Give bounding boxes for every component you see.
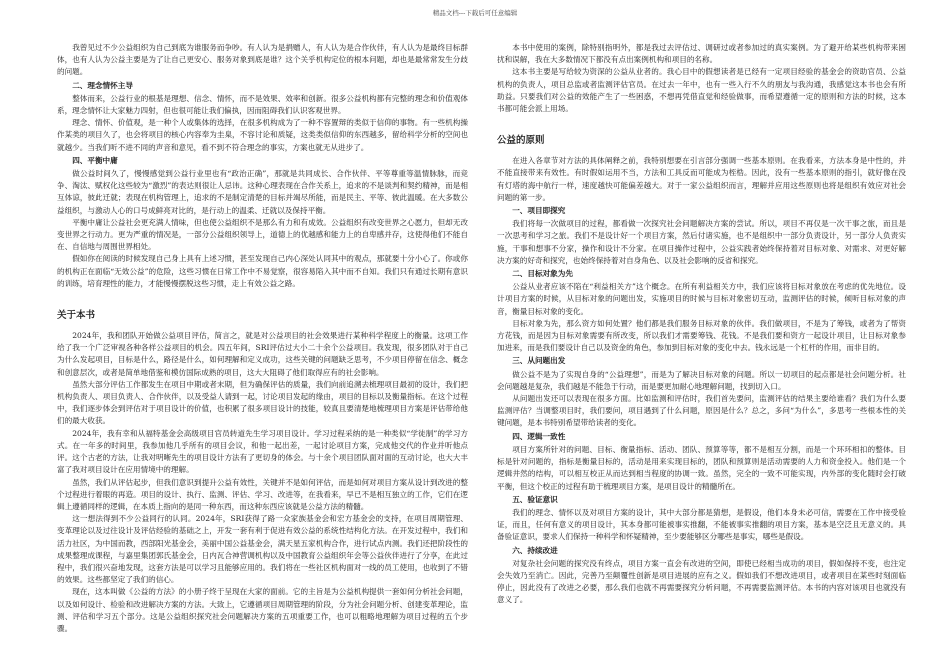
paragraph: 2024年，我和团队开始做公益项目评估，简言之，就是对公益项目的社会效果进行某种科学程度上的衡量。这项工作给了我一个广泛审视各种各样公益项目的机会。四五年间，SRI评估过大小二十余个公益项目。我发现，很多团队对于自己为什么发起项目，目标是什么，路径是什么，如何理解和定义成功，这些关键的问题缺乏思考，不少项目停留在信念、概念和创意层次，或者是简单地借鉴和模仿国际成熟的项目，这大大阻碍了他们取得应有的社会影响。 [57,331,468,377]
paragraph: 本书中使用的案例，除特别指明外，都是我过去评估过、调研过或者参加过的真实案例。为了避开给某些机构带来困扰和误解，我在大多数情况下都没有点出案例机构和项目的名称。 [497,43,906,65]
section-heading: 一、项目即探究 [512,206,566,216]
paragraph: 我们的理念、情怀以及对项目方案的设计，其中大部分都是猜想，是假设，他们本身未必可信，需要在工作中接受验证，而且，任何有意义的项目设计，其本身都可能被事实推翻，不能被事实推翻的项目方案，基本是空泛且无意义的。具备验证意识，要求人们保持一种科学和怀疑精神，至少要能够区分哪些是事实，哪些是假设。 [497,507,906,542]
paragraph: 整体而来，公益行业的根基是理想、信念、情怀，而不是效果、效率和创新。很多公益机构都有完整的理念和价值观体系，理念情怀让大家魅力四射，但也很可能让我们偏执，因而阻碍我们认识客观世界。 [57,93,468,116]
section-heading: 四、逻辑一致性 [512,431,566,441]
paragraph: 平衡中庸让公益社会更充满人情味，但也使公益组织不是那么有力和有成效。公益组织有改变世界之心愿力，但却无改变世界之行动力。更为严重的情况是，一部分公益组织领导上，道德上的优越感和能力上的自卑感并存，这使得他们不能自在、自信地与周围世界相处。 [57,217,468,252]
paragraph: 现在，这本叫做《公益的方法》的小册子终于呈现在大家的面前。它的主旨是为公益机构提供一套如何分析社会问题，以及如何设计、检验和改进解决方案的方法。大致上，它遵循项目周期管理的阶段，分为社会问题分析、创建变革理论，监测、评估和学习五个部分。这是公益组织探究社会问题解决方案的五项重要工作，也可以粗略地理解为项目过程的五个步骤。 [57,587,468,633]
section-heading: 二、目标对象为先 [512,269,573,279]
paragraph: 2024年，我有幸和从福特基金会高级项目官员转道先生学习项目设计。学习过程采纳的是一种类似“学徒制”的学习方式。在一年多的时间里，我参加他几乎所有的项目会议，和他一起出差，一起讨论项目方案，完成他交代的作业并听他点评。这个古老的方法，让我对明晰先生的项目设计方法有了更切身的体会。与十余个项目团队面对面的互动讨论，也大大丰富了我对项目设计在应用情境中的理解。 [57,428,468,475]
paragraph: 在进入各章节对方法的具体阐释之前，我特别想要在引言部分强调一些基本原则。在我看来，方法本身是中性的，并不能直接带来有效性。有时假如运用不当，方法和工具反而可能成为桎梏。因此，没有一些基本原则的指引，就好像在没有灯塔的海中航行一样，速度越快可能偏差越大。对于一家公益组织而言，理解并应用这些原则也将是组织有效应对社会问题的第一步。 [497,156,906,202]
chapter-heading: 关于本书 [57,310,96,322]
paragraph: 我们将每一次做项目的过程，都看做一次探究社会问题解决方案的尝试。所以，项目不再仅是一次干事之旅，而且是一次思考和学习之旅。我们不是设计好一个项目方案，然后付诸实施，也不是组织中一部分负责设计，另一部分人负责实施，干事和想事不分家，操作和设计不分家。在项目操作过程中，公益实践者始终保持着对目标对象、对需求、对更好解决方案的好奇和探究，也始终保持着对自身角色、以及社会影响的反省和探究。 [497,219,906,265]
paragraph: 公益从业者应该不陷在“利益相关方”这个概念。在所有利益相关方中，我们应该将目标对象放在考虑的优先地位。设计项目方案的时候，从目标对象的问题出发，实施项目的时候与目标对象密切互动，监测评估的时候，倾听目标对象的声音，衡量目标对象的变化。 [497,282,906,316]
paragraph: 目标对象为先，那么资方如何处置？他们都是我们服务目标对象的伙伴。我们做项目，不是为了筹钱，或者为了帮资方花钱，而是因为目标对象需要有所改变，所以我们才需要筹钱、花钱。不是我们要和资方一起设计项目，让目标对象参加进来，而是我们要设计自己以及资金的角色，参加到目标对象的变化中去。钱永远是一个杠杆的作用，而非目的。 [497,318,906,353]
paragraph: 虽然，我们从评估起步，但我们意识到提升公益有效性，关键并不是如何评估，而是如何对项目方案从设计到改进的整个过程进行着眼的再造。项目的设计、执行、监测、评估、学习、改进等，在我看来，早已不是相互独立的工作，它们在逻辑上遵循同样的逻辑，在本质上指向的是同一种东西，而这种东西应该就是公益方法的精髓。 [57,477,468,511]
paragraph: 这本书主要是写给较为资深的公益从业者的。我心目中的假想读者是已经有一定项目经验的基金会的资助官员、公益机构的负责人，项目总监或者监测评估官员。在过去一年中，也有一些入行不久的朋友与我沟通，我感觉这本书也会有所助益。只要我们对公益的效能产生了一些困惑，不想再凭借直觉和经验做事，而希望遵循一定的原则和方法的时候，这本书都可能会派上用场。 [497,67,906,114]
section-heading: 六、持续改进 [512,545,558,555]
right-column [497,42,906,668]
section-heading: 五、验证意识 [512,494,558,504]
section-heading: 四、平衡中庸 [72,155,118,165]
paragraph: 从问题出发还可以表现在很多方面。比如监测和评估时，我们首先要问，监测评估的结果主要给谁看？我们为什么要监测评估？当调整项目时，我们要问，项目遇到了什么问题，原因是什么？总之，多问“为什么”，多思考一些根本性的关键问题，是本书特别希望带给读者的变化。 [497,394,906,428]
paragraph: 我曾见过不少公益组织为自己到底为谁服务而争吵。有人认为是捐赠人，有人认为是合作伙伴，有人认为是最终目标群体，也有人认为公益主要是为了让自己更安心、服务对象到底是谁？这个关乎机构定位的根本问题，却也是最常常发生分歧的问题。 [57,43,468,77]
page-header: 精品文档---下载后可任意编辑 [432,9,518,17]
paragraph: 做公益时间久了，慢慢感觉到公益行业里也有“政治正确”，那就是共同成长、合作伙伴、平等尊重等温情脉脉，而竞争、淘汰、赋权化这些较为“激烈”的表达则很让人忌讳。这种心理表现在合作关系上，追求的不是谈判和契约精神，而是相互体谅，彼此迁就；表现在机构管理上，追求的不是制定清楚的目标并竭尽所能，而是民主、平等、彼此温暖。在大多数公益组织，与激动人心的口号成鲜亮对比的，是行动上的温柔、迁就以及保持平衡。 [57,169,468,215]
section-heading: 二、理念情怀主导 [72,80,133,90]
section-heading: 三、从问题出发 [512,356,566,366]
paragraph: 假如你在阅读的时候发现自己身上具有上述习惯，甚至发现自己内心深处认同其中的观点，那就要十分小心了。你或你的机构正在面临“无效公益”的危险，这些习惯在日常工作中不易觉察，很容易陷入其中而不自知。我们只有通过长期有意识的训练，培育理性的能力，才能慢慢摆脱这些习惯，走上有效公益之路。 [57,254,468,288]
paragraph: 对复杂社会问题的探究没有终点，项目方案一直会有改进的空间，即使已经相当成功的项目，假如保持不变，也注定会失效乃至消亡。因此，完善乃至颠覆性创新是项目进展的应有之义。假如我们不想改进项目，或者项目在某些时刻面临停止，因此没有了改进之必要，那么我们也就不再需要探究分析问题，不再需要监测评估。本书的内容对该项目也就没有意义了。 [497,558,906,605]
left-column [57,42,468,668]
chapter-heading: 公益的原则 [497,135,545,147]
paragraph: 项目方案所针对的问题、目标、衡量指标、活动、团队、预算等等，都不是相互分割，而是一个环环相扣的整体。目标是针对问题的，指标是衡量目标的，活动是用来实现目标的，团队和预算则是活动需要的人力和资金投入。他们是一个逻辑井然的结构，可以相互校正从而达到相当程度的协调一致。虽然，完全的一致不可能实现，内外部的变化随时会打破平衡，但这个校正的过程有助于梳理项目方案，是项目设计的精髓所在。 [497,444,906,491]
paragraph: 做公益不是为了实现自身的“公益理想”，而是为了解决目标对象的问题。所以一切项目的起点都是社会问题分析。社会问题越是复杂，我们越是不能急于行动，而是要更加耐心地理解问题，找到切入口。 [497,369,906,391]
paragraph: 理念、情怀、价值观，是一种个人或集体的选择，在很多机构成为了一种不容置辩的类似于信仰的事物。有一些机构操作某类的项目久了，也会将项目的核心内容奉为圭臬，不容讨论和质疑，这类类似信仰的东西越多，留给科学分析的空间也就越少。当我们听不进不同的声音和意见，看不到不符合理念的事实，方案也就无从进步了。 [57,118,468,152]
paragraph: 虽然大部分评估工作都发生在项目中期或者末期，但为确保评估的质量，我们向前追溯去梳理项目最初的设计，我们把机构负责人、项目负责人、合作伙伴，以及受益人请到一起，讨论项目发起的缘由，项目的目标以及衡量指标。在这个过程中，我们逐步体会到评估对于项目设计的价值，也积累了很多项目设计的技能，较真且要清楚地梳理项目方案是评估带给他们的最大收获。 [57,379,468,426]
paragraph: 这一想法得到不少公益同行的认同。2024年，SRI获得了路一众家族基金会和宏方基金会的支持，在项目周期管理、变革理论以及过往设计及评估经验的基础之上，开发一套有利于促进有效公益的系统性结构化方法。在开发过程中，我们和活力社区，为中国而教，西部阳光基金会，美丽中国公益基金会，满天星五家机构合作，进行试点内测。我们还把阶段性的成果整理成课程，与嘉里集团郭氏基金会，日内瓦合神营调机构以及中国教育公益组织年会等公益伙伴进行了分享，在此过程中，我们很兴奋地发现，这套方法是可以学习且能够应用的。我们将在一些社区机构面对一线的员工使用，也收到了不错的效果。这些都坚定了我们的信心。 [57,514,468,585]
